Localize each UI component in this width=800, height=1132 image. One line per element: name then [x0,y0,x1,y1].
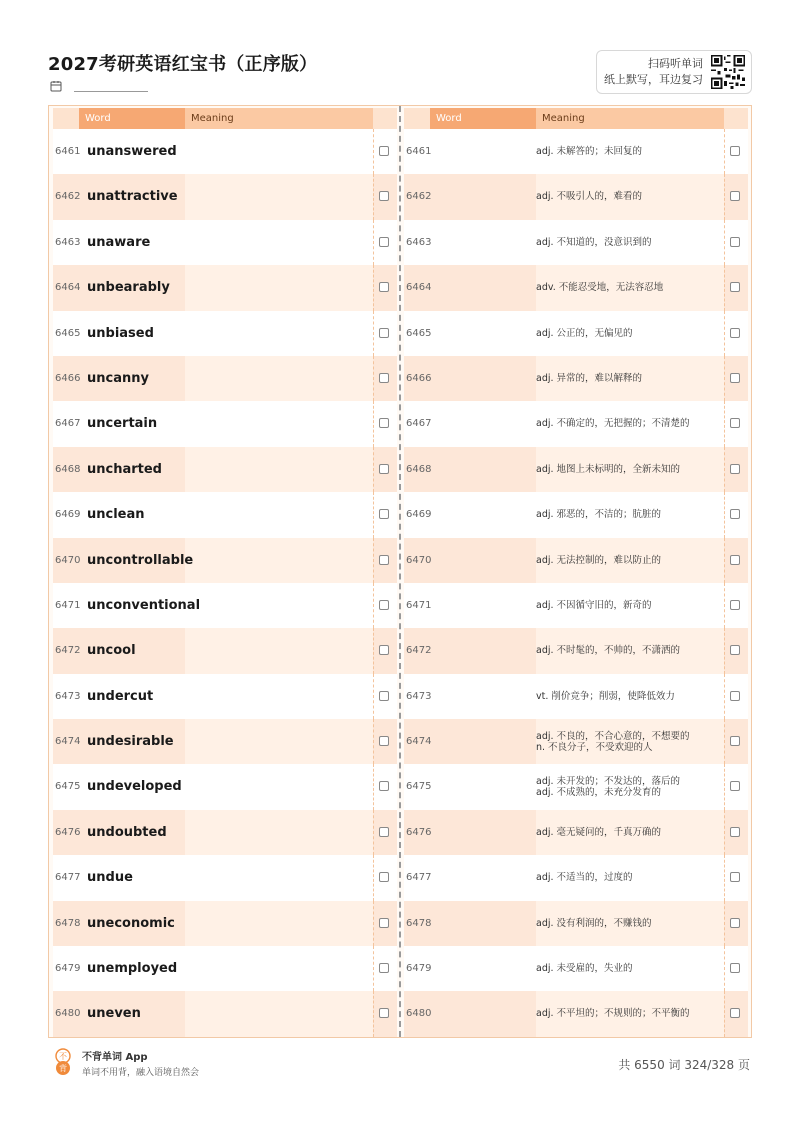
mastered-checkbox[interactable] [730,464,740,474]
check-separator [724,265,725,310]
meaning-text: adj. 不吸引人的，难看的 [536,191,643,203]
meaning-text: adj. 未受雇的，失业的 [536,963,633,975]
logo-char-1: 不 [59,1052,67,1061]
meaning-cell-bg [185,946,373,991]
word-text: uneven [87,1006,141,1022]
check-separator [373,401,374,446]
check-separator [724,447,725,492]
meaning-cell-bg [185,265,373,310]
mastered-checkbox[interactable] [730,328,740,338]
date-blank-line[interactable] [74,91,148,92]
word-number: 6464 [55,282,81,294]
check-separator [373,265,374,310]
meaning-cell-bg [185,855,373,900]
header-word: Word [79,108,185,129]
mastered-checkbox[interactable] [379,555,389,565]
word-number: 6470 [55,554,81,566]
check-separator [724,991,725,1036]
check-separator [724,538,725,583]
mastered-checkbox[interactable] [379,418,389,428]
meaning-text: adj. 异常的，难以解释的 [536,372,643,384]
word-table-row [53,538,397,583]
mastered-checkbox[interactable] [730,963,740,973]
check-separator [373,583,374,628]
mastered-checkbox[interactable] [379,827,389,837]
mastered-checkbox[interactable] [730,918,740,928]
word-table-row [53,492,397,537]
check-separator [373,810,374,855]
mastered-checkbox[interactable] [730,509,740,519]
word-table-header [53,108,397,129]
meaning-text: adj. 未开发的；不发达的，落后的 adj. 不成熟的，未充分发育的 [536,775,681,798]
check-separator [373,220,374,265]
logo-char-2: 背 [59,1064,67,1073]
meaning-table-row [404,356,748,401]
word-text: uncanny [87,370,149,386]
word-text: uncool [87,643,136,659]
word-number: 6477 [55,872,81,884]
header-word: Word [430,108,536,129]
header-check-cell [724,108,748,129]
word-number: 6479 [55,963,81,975]
page-title: 2027考研英语红宝书（正序版） [48,54,318,75]
check-separator [373,311,374,356]
word-number: 6473 [406,690,432,702]
check-separator [724,492,725,537]
meaning-table-row [404,174,748,219]
word-table-row [53,447,397,492]
meaning-text: adj. 地图上未标明的，全新未知的 [536,463,681,475]
word-text: undoubted [87,824,167,840]
word-text: unclean [87,507,145,523]
meaning-table-row [404,583,748,628]
mastered-checkbox[interactable] [730,373,740,383]
meaning-text: vt. 削价竞争；削弱，使降低效力 [536,690,675,702]
check-separator [373,764,374,809]
word-number: 6475 [55,781,81,793]
mastered-checkbox[interactable] [730,191,740,201]
mastered-checkbox[interactable] [379,373,389,383]
meaning-table-row [404,855,748,900]
check-separator [724,719,725,764]
word-text: undercut [87,688,154,704]
mastered-checkbox[interactable] [379,691,389,701]
check-separator [724,901,725,946]
meaning-text: adj. 无法控制的，难以防止的 [536,554,662,566]
word-number: 6470 [406,554,432,566]
qr-line-2: 纸上默写，耳边复习 [604,73,703,86]
check-separator [724,311,725,356]
mastered-checkbox[interactable] [379,963,389,973]
meaning-table-row [404,719,748,764]
meaning-cell-bg [185,220,373,265]
word-number: 6464 [406,282,432,294]
mastered-checkbox[interactable] [379,781,389,791]
word-number: 6473 [55,690,81,702]
check-separator [373,492,374,537]
meaning-cell-bg [185,129,373,174]
mastered-checkbox[interactable] [730,691,740,701]
word-number: 6462 [55,191,81,203]
word-text: undeveloped [87,779,182,795]
mastered-checkbox[interactable] [730,555,740,565]
mastered-checkbox[interactable] [730,645,740,655]
meaning-text: adj. 不平坦的；不规则的；不平衡的 [536,1008,690,1020]
word-number: 6476 [406,826,432,838]
qr-caption [603,56,711,88]
meaning-table-row [404,810,748,855]
meaning-text: adj. 不时髦的，不帅的，不潇洒的 [536,645,681,657]
header-num-cell [53,108,79,129]
mastered-checkbox[interactable] [379,1008,389,1018]
word-number: 6471 [55,599,81,611]
mastered-checkbox[interactable] [379,645,389,655]
word-table-row [53,265,397,310]
meaning-table-row [404,764,748,809]
word-text: undesirable [87,734,174,750]
word-number: 6478 [55,917,81,929]
meaning-cell-bg [185,674,373,719]
word-table-row [53,810,397,855]
meaning-cell-bg [185,719,373,764]
word-number: 6461 [406,146,432,157]
check-separator [724,174,725,219]
check-separator [373,538,374,583]
check-separator [724,583,725,628]
word-table-row [53,719,397,764]
app-slogan: 单词不用背，融入语境自然会 [82,1068,200,1078]
mastered-checkbox[interactable] [730,146,740,156]
meaning-table-row [404,901,748,946]
word-number: 6465 [55,327,81,339]
check-separator [373,946,374,991]
check-separator [724,946,725,991]
word-number: 6476 [55,826,81,838]
check-separator [724,220,725,265]
meaning-cell-bg [185,447,373,492]
word-number: 6461 [55,146,81,157]
word-table-row [53,991,397,1036]
word-column [53,106,397,1037]
word-table-row [53,356,397,401]
check-separator [724,674,725,719]
mastered-checkbox[interactable] [379,600,389,610]
meaning-text: adj. 毫无疑问的，千真万确的 [536,826,662,838]
word-text: unattractive [87,189,178,205]
word-number: 6466 [406,372,432,384]
word-table-row [53,401,397,446]
word-table-row [53,855,397,900]
word-text: unbiased [87,325,154,341]
meaning-table-header [404,108,748,129]
check-separator [373,356,374,401]
word-number: 6478 [406,917,432,929]
mastered-checkbox[interactable] [379,918,389,928]
meaning-table-row [404,311,748,356]
mastered-checkbox[interactable] [730,237,740,247]
qr-panel[interactable] [596,50,752,94]
meaning-text: adj. 不良的，不合心意的，不想要的 n. 不良分子，不受欢迎的人 [536,730,690,753]
word-text: unbearably [87,280,170,296]
word-text: uncertain [87,416,158,432]
meaning-table-row [404,220,748,265]
word-table-row [53,946,397,991]
meaning-text: adj. 不适当的，过度的 [536,872,633,884]
mastered-checkbox[interactable] [379,872,389,882]
word-text: unconventional [87,597,201,613]
mastered-checkbox[interactable] [379,237,389,247]
word-text: unemployed [87,961,178,977]
word-number: 6463 [406,236,432,248]
check-separator [373,674,374,719]
word-text: uneconomic [87,915,175,931]
meaning-cell-bg [185,174,373,219]
word-number: 6462 [406,191,432,203]
word-table-row [53,628,397,673]
page-header [48,48,752,96]
word-number: 6469 [55,509,81,521]
word-number: 6472 [55,645,81,657]
meaning-text: adj. 不确定的，无把握的；不清楚的 [536,418,690,430]
check-separator [373,901,374,946]
qr-line-1: 扫码听单词 [648,57,703,70]
app-logo-icon[interactable] [52,1048,74,1076]
mastered-checkbox[interactable] [730,1008,740,1018]
mastered-checkbox[interactable] [379,191,389,201]
header-check-cell [373,108,397,129]
meaning-rows [404,129,748,1037]
check-separator [724,129,725,174]
check-separator [373,719,374,764]
meaning-text: adj. 不因循守旧的，新奇的 [536,599,652,611]
meaning-text: adj. 没有利润的，不赚钱的 [536,917,652,929]
word-number: 6468 [406,463,432,475]
mastered-checkbox[interactable] [379,464,389,474]
mastered-checkbox[interactable] [730,872,740,882]
meaning-table-row [404,265,748,310]
app-name: 不背单词 App [82,1052,148,1063]
vocab-sheet [48,105,752,1038]
word-number: 6472 [406,645,432,657]
meaning-text: adj. 邪恶的，不洁的；肮脏的 [536,509,662,521]
word-number: 6475 [406,781,432,793]
word-number: 6468 [55,463,81,475]
check-separator [373,129,374,174]
word-number: 6465 [406,327,432,339]
mastered-checkbox[interactable] [730,781,740,791]
meaning-column [404,106,748,1037]
word-text: uncontrollable [87,552,194,568]
mastered-checkbox[interactable] [730,827,740,837]
word-table-row [53,311,397,356]
word-number: 6471 [406,599,432,611]
header-meaning: Meaning [536,108,724,129]
meaning-text: adj. 不知道的，没意识到的 [536,236,652,248]
calendar-icon [50,80,62,92]
word-table-row [53,901,397,946]
word-number: 6479 [406,963,432,975]
mastered-checkbox[interactable] [730,282,740,292]
meaning-cell-bg [185,991,373,1036]
meaning-cell-bg [185,901,373,946]
word-number: 6467 [406,418,432,430]
meaning-cell-bg [185,311,373,356]
word-table-row [53,174,397,219]
word-number: 6480 [406,1008,432,1020]
check-separator [724,810,725,855]
meaning-text: adj. 公正的，无偏见的 [536,327,633,339]
check-separator [373,447,374,492]
mastered-checkbox[interactable] [730,600,740,610]
meaning-table-row [404,674,748,719]
word-number: 6474 [406,736,432,748]
word-number: 6480 [55,1008,81,1020]
word-table-row [53,764,397,809]
check-separator [373,855,374,900]
word-table-row [53,583,397,628]
meaning-cell-bg [185,356,373,401]
word-number: 6474 [55,736,81,748]
meaning-table-row [404,447,748,492]
mastered-checkbox[interactable] [379,146,389,156]
meaning-table-row [404,492,748,537]
check-separator [724,764,725,809]
date-row [50,80,148,92]
word-rows [53,129,397,1037]
word-text: unaware [87,234,151,250]
word-number: 6466 [55,372,81,384]
word-number: 6469 [406,509,432,521]
meaning-cell-bg [185,628,373,673]
check-separator [373,991,374,1036]
mastered-checkbox[interactable] [379,736,389,746]
qr-code-icon[interactable] [711,55,745,89]
mastered-checkbox[interactable] [379,328,389,338]
meaning-cell-bg [185,538,373,583]
page-footer [48,1046,752,1086]
meaning-text: adj. 未解答的；未回复的 [536,146,643,157]
check-separator [724,628,725,673]
check-separator [373,628,374,673]
meaning-table-row [404,946,748,991]
meaning-table-row [404,538,748,583]
word-text: undue [87,870,133,886]
word-number: 6467 [55,418,81,430]
word-text: unanswered [87,144,177,159]
header-num-cell [404,108,430,129]
check-separator [724,401,725,446]
word-table-row [53,129,397,174]
word-number: 6477 [406,872,432,884]
mastered-checkbox[interactable] [730,418,740,428]
word-text: uncharted [87,461,162,477]
word-table-row [53,220,397,265]
check-separator [724,356,725,401]
meaning-cell-bg [185,810,373,855]
header-meaning: Meaning [185,108,373,129]
meaning-table-row [404,401,748,446]
meaning-table-row [404,129,748,174]
page-info: 共 6550 词 324/328 页 [618,1058,750,1072]
meaning-table-row [404,991,748,1036]
word-table-row [53,674,397,719]
meaning-table-row [404,628,748,673]
meaning-cell-bg [185,583,373,628]
mastered-checkbox[interactable] [730,736,740,746]
mastered-checkbox[interactable] [379,509,389,519]
check-separator [724,855,725,900]
meaning-cell-bg [185,492,373,537]
word-number: 6463 [55,236,81,248]
meaning-cell-bg [185,401,373,446]
fold-divider [399,106,401,1037]
meaning-text: adv. 不能忍受地，无法容忍地 [536,282,664,294]
mastered-checkbox[interactable] [379,282,389,292]
check-separator [373,174,374,219]
meaning-cell-bg [185,764,373,809]
